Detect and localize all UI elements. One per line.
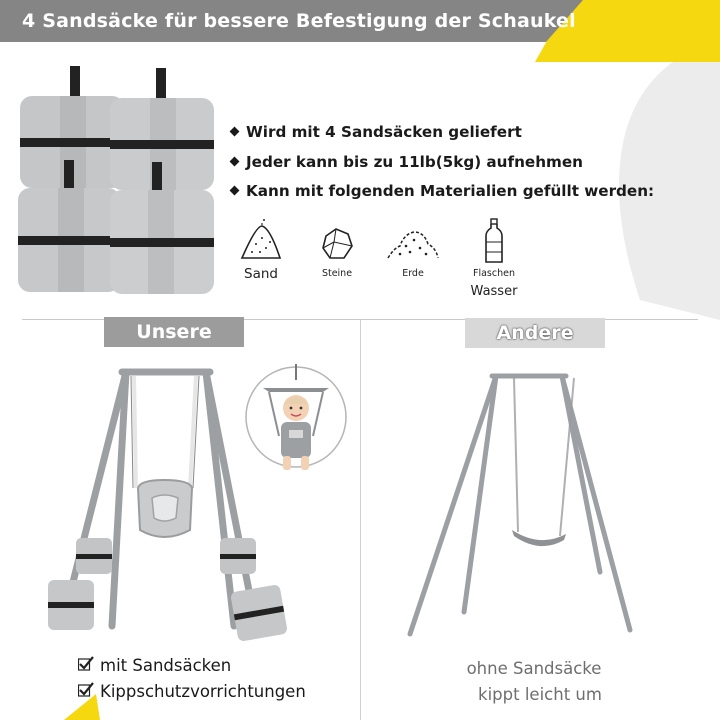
stone-icon — [320, 226, 354, 262]
comparison-divider — [360, 320, 361, 720]
material-water-bottles: Flaschen Wasser — [464, 218, 524, 299]
material-stones: Steine — [312, 226, 362, 279]
flat-seat — [512, 530, 566, 546]
bucket-seat — [138, 480, 192, 537]
check-item: mit Sandsäcken — [78, 656, 231, 675]
water-bottle-icon — [484, 218, 504, 264]
sandbag-on-leg — [76, 538, 112, 574]
feature-item: Kann mit folgenden Materialien gefüllt werden: — [228, 180, 654, 210]
diamond-bullet-icon — [230, 127, 240, 137]
accent-yellow-corner — [0, 680, 100, 720]
sandbag-on-leg — [48, 580, 94, 630]
sand-pile-icon — [240, 218, 282, 262]
diamond-bullet-icon — [230, 156, 240, 166]
checkbox-check-icon — [78, 656, 95, 675]
material-sand: Sand — [236, 218, 286, 282]
others-label: Andere — [465, 318, 605, 348]
diamond-bullet-icon — [230, 186, 240, 196]
others-line1: ohne Sandsäcke — [466, 659, 602, 678]
other-swing-image — [396, 364, 646, 650]
sandbags-product-image — [16, 64, 216, 300]
sandbag-on-leg — [220, 538, 256, 574]
feature-list — [228, 121, 654, 210]
check-item: Kippschutzvorrichtungen — [78, 682, 306, 701]
baby-jumper-inset-image — [245, 358, 347, 476]
feature-item: Wird mit 4 Sandsäcken geliefert — [228, 121, 654, 151]
banner-title: 4 Sandsäcke für bessere Befestigung der Schaukel — [22, 10, 576, 32]
ours-label: Unsere — [104, 317, 244, 347]
material-soil: Erde — [384, 226, 442, 279]
sandbag-on-leg — [230, 584, 288, 642]
soil-icon — [386, 226, 440, 262]
feature-item: Jeder kann bis zu 11lb(5kg) aufnehmen — [228, 151, 654, 181]
others-line2: kippt leicht um — [478, 685, 602, 704]
